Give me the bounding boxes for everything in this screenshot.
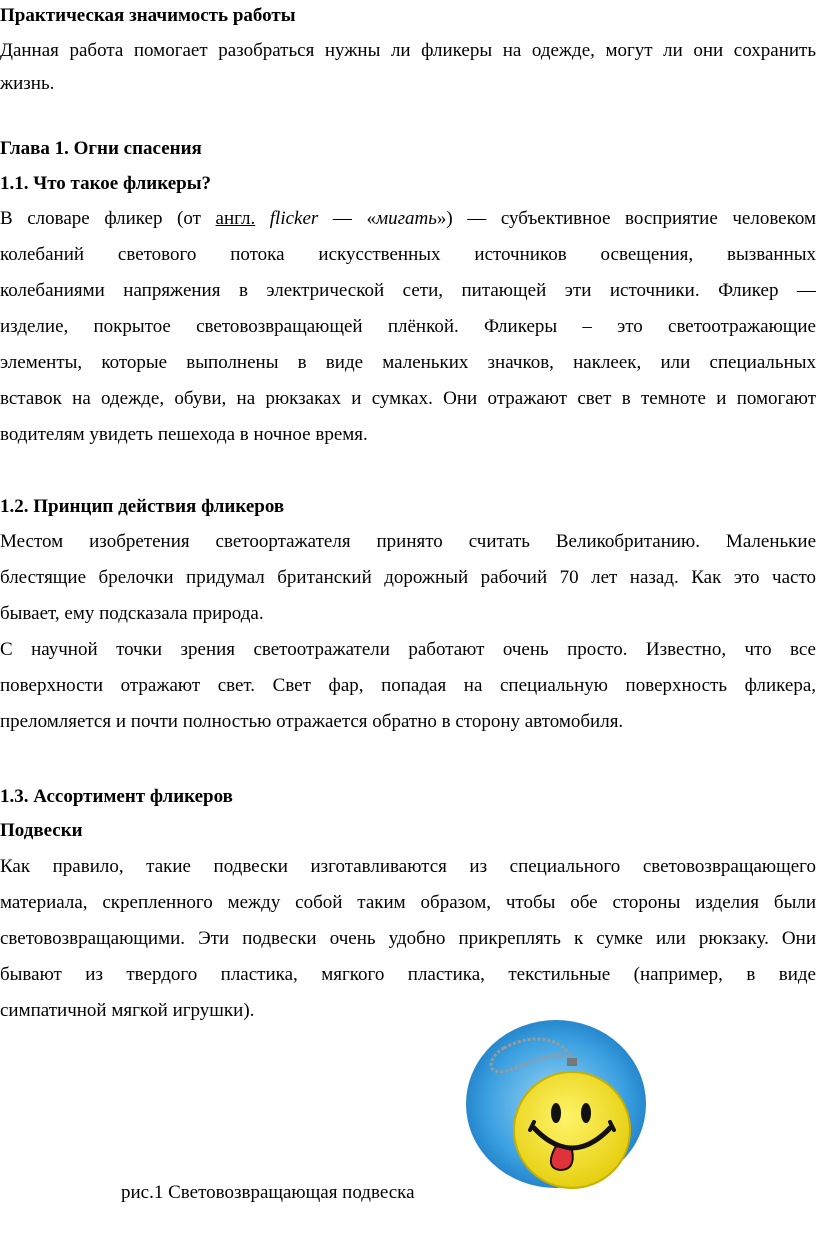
text-line: преломляется и почти полностью отражается обратно в сторону автомобиля. bbox=[0, 711, 624, 732]
text-fragment: В словаре фликер (от bbox=[0, 208, 201, 229]
text-line: поверхности отражают свет. Свет фар, попадая на специальную поверхность фликера, bbox=[0, 675, 816, 696]
text-line: Как правило, такие подвески изготавливаются из специального световозвращающего bbox=[0, 856, 816, 877]
heading-section-1-2: 1.2. Принцип действия фликеров bbox=[0, 496, 285, 517]
text-line: Местом изобретения светоортажателя принято считать Великобританию. Маленькие bbox=[0, 531, 816, 552]
text-line: материала, скрепленного между собой таким образом, чтобы обе стороны изделия были bbox=[0, 892, 816, 913]
text-line: колебаниями напряжения в электрической сети, питающей эти источники. Фликер — bbox=[0, 280, 816, 301]
text-fragment: — субъективное восприятие человеком bbox=[467, 208, 816, 229]
text-line: световозвращающими. Эти подвески очень удобно прикреплять к сумке или рюкзаку. Они bbox=[0, 928, 816, 949]
quoted-term: «мигать») bbox=[366, 208, 453, 229]
heading-pendants: Подвески bbox=[0, 820, 83, 841]
text-line: С научной точки зрения светоотражатели работают очень просто. Известно, что все bbox=[0, 639, 816, 660]
heading-chapter-1: Глава 1. Огни спасения bbox=[0, 138, 202, 159]
text-line: бывают из твердого пластика, мягкого пластика, текстильные (например, в виде bbox=[0, 964, 816, 985]
text-line: жизнь. bbox=[0, 73, 55, 94]
heading-practical: Практическая значимость работы bbox=[0, 5, 296, 26]
italic-term: flicker bbox=[269, 208, 319, 229]
text-line: симпатичной мягкой игрушки). bbox=[0, 1000, 255, 1021]
text-line: блестящие брелочки придумал британский дорожный рабочий 70 лет назад. Как это часто bbox=[0, 567, 816, 588]
text-line-with-link bbox=[0, 207, 816, 231]
figure-caption: рис.1 Световозвращающая подвеска bbox=[121, 1182, 415, 1203]
italic-term: мигать bbox=[375, 208, 437, 229]
heading-section-1-3: 1.3. Ассортимент фликеров bbox=[0, 786, 233, 807]
text-line: бывает, ему подсказала природа. bbox=[0, 603, 264, 624]
text-line: колебаний светового потока искусственных источников освещения, вызванных bbox=[0, 244, 816, 265]
heading-section-1-1: 1.1. Что такое фликеры? bbox=[0, 173, 212, 194]
text-line: изделие, покрытое световозвращающей плёнкой. Фликеры – это светоотражающие bbox=[0, 316, 816, 337]
text-line: вставок на одежде, обуви, на рюкзаках и сумках. Они отражают свет в темноте и помогают bbox=[0, 388, 816, 409]
text-fragment: — bbox=[332, 208, 352, 229]
text-line: водителям увидеть пешехода в ночное время. bbox=[0, 424, 368, 445]
text-line: Данная работа помогает разобраться нужны ли фликеры на одежде, могут ли они сохранить bbox=[0, 40, 816, 61]
smiley-reflector-pendant-icon bbox=[464, 1018, 649, 1190]
text-line: элементы, которые выполнены в виде маленьких значков, наклеек, или специальных bbox=[0, 352, 816, 373]
abbreviation-link[interactable]: англ. bbox=[215, 208, 256, 229]
